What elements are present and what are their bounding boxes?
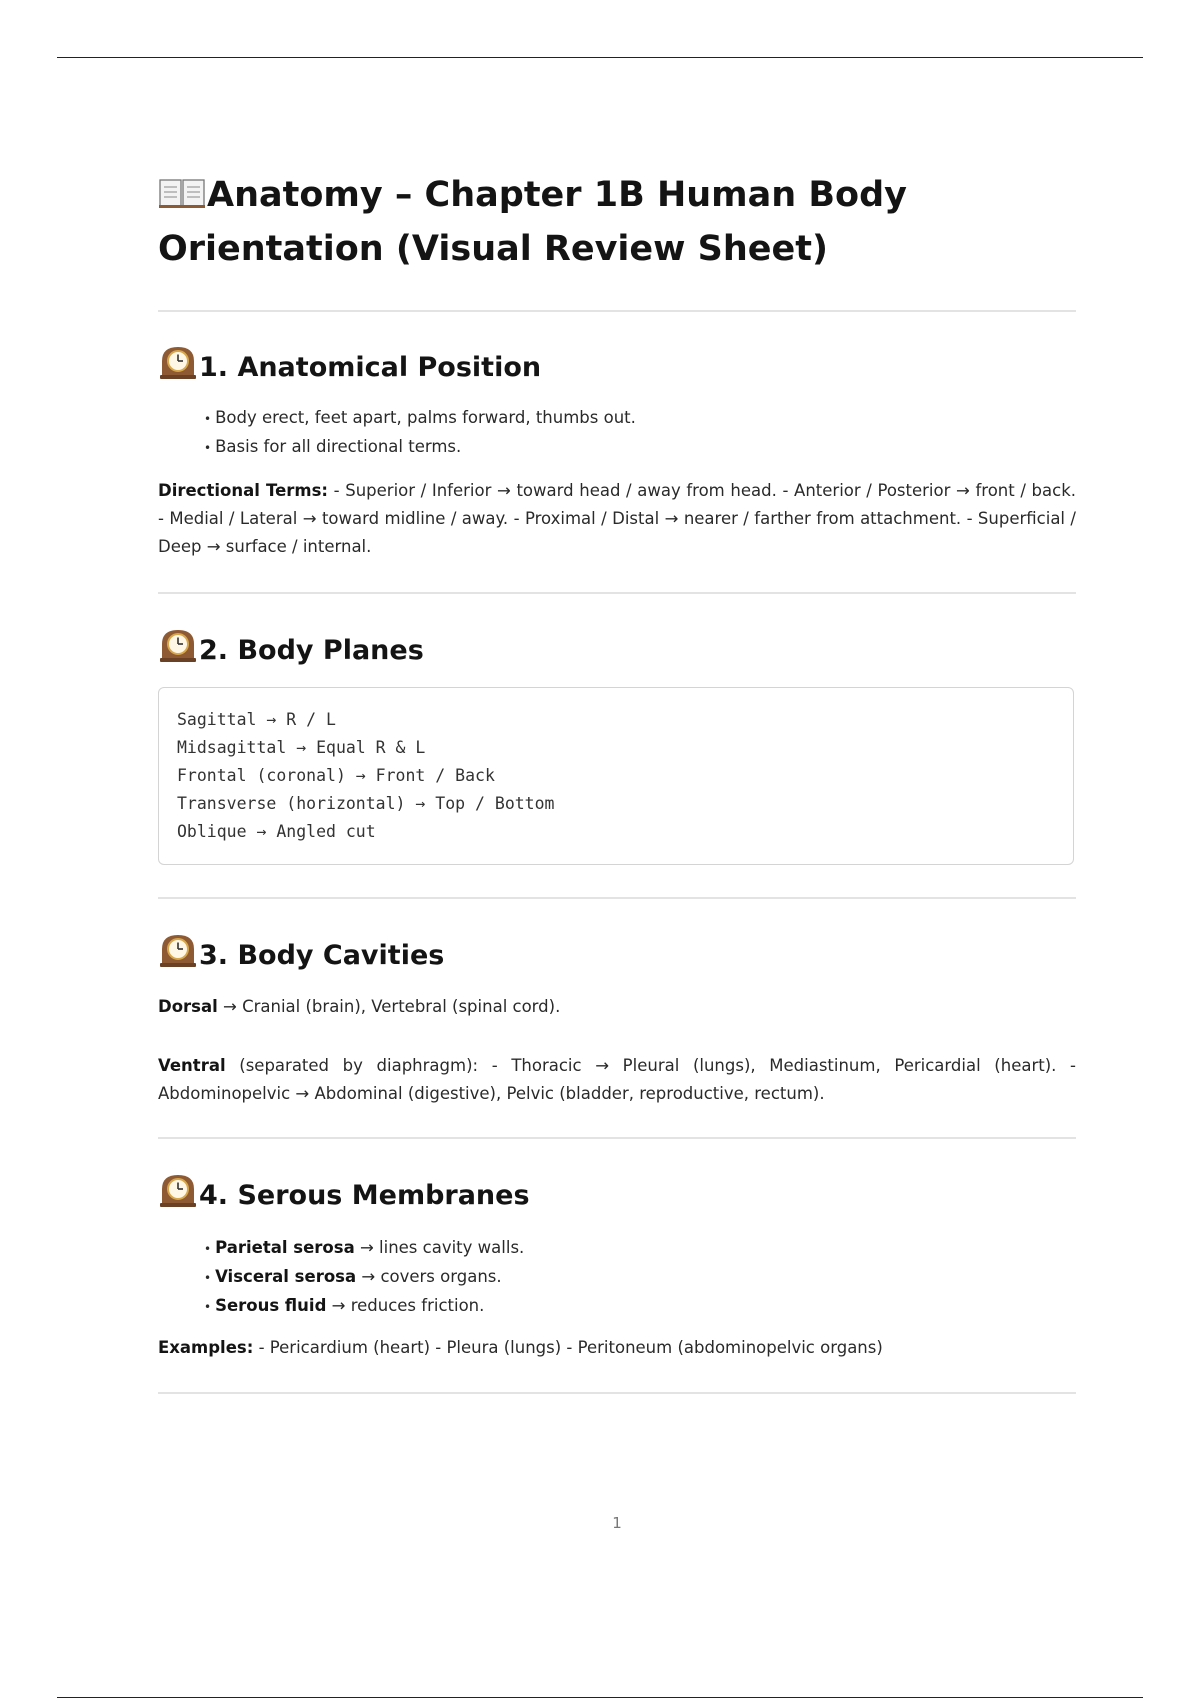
page-bottom-rule [57, 1697, 1143, 1698]
dorsal-paragraph [158, 993, 1076, 1021]
book-icon [158, 176, 206, 210]
section-heading-anatomical-position [158, 344, 541, 386]
list-item: • Visceral serosa → covers organs. [204, 1263, 524, 1292]
clock-icon [158, 627, 198, 663]
ventral-paragraph [158, 1052, 1076, 1108]
paragraph-label: Examples: [158, 1338, 254, 1357]
divider [158, 1392, 1076, 1394]
paragraph-text: → Cranial (brain), Vertebral (spinal cord). [217, 997, 561, 1016]
divider [158, 592, 1076, 594]
divider [158, 310, 1076, 312]
bullet-list [204, 1234, 524, 1321]
page-number: 1 [612, 1514, 622, 1532]
paragraph-text: (separated by diaphragm): - Thoracic → Pleural (lungs), Mediastinum, Pericardial (heart). - Abdominopelvic → Abdominal (digestive), Pelvic (bladder, reproductive, rectum). [158, 1056, 1076, 1103]
section-heading-body-planes [158, 627, 424, 669]
section-heading-body-cavities [158, 932, 444, 974]
divider [158, 1137, 1076, 1139]
examples-paragraph [158, 1334, 1076, 1362]
section-heading-text: 3. Body Cavities [199, 940, 445, 971]
document-title [158, 168, 1076, 276]
paragraph-label: Dorsal [158, 997, 218, 1016]
document-title-text: Anatomy – Chapter 1B Human Body Orientation (Visual Review Sheet) [158, 175, 907, 269]
code-line: Oblique → Angled cut [177, 822, 376, 841]
code-line: Transverse (horizontal) → Top / Bottom [177, 794, 555, 813]
divider [158, 897, 1076, 899]
clock-icon [158, 1172, 198, 1208]
paragraph-label: Directional Terms: [158, 481, 329, 500]
paragraph-label: Ventral [158, 1056, 226, 1075]
code-line: Sagittal → R / L [177, 710, 336, 729]
paragraph-text: - Superior / Inferior → toward head / away from head. - Anterior / Posterior → front / back. - Medial / Lateral → toward midline / away. - Proximal / Distal → nearer / farther from attachment. - Superficial / Deep → surface / internal. [158, 481, 1077, 556]
directional-terms-paragraph [158, 477, 1076, 561]
list-item: • Parietal serosa → lines cavity walls. [204, 1234, 524, 1263]
page-top-rule [57, 57, 1143, 58]
paragraph-text: - Pericardium (heart) - Pleura (lungs) - Peritoneum (abdominopelvic organs) [253, 1338, 883, 1357]
list-item: • Basis for all directional terms. [204, 433, 636, 462]
list-item: • Body erect, feet apart, palms forward, thumbs out. [204, 404, 636, 433]
section-heading-text: 1. Anatomical Position [199, 352, 542, 383]
clock-icon [158, 932, 198, 968]
section-heading-serous-membranes [158, 1172, 530, 1214]
clock-icon [158, 344, 198, 380]
code-line: Midsagittal → Equal R & L [177, 738, 426, 757]
section-heading-text: 4. Serous Membranes [199, 1180, 530, 1211]
section-heading-text: 2. Body Planes [199, 635, 424, 666]
body-planes-code-block [158, 687, 1074, 865]
code-line: Frontal (coronal) → Front / Back [177, 766, 495, 785]
list-item: • Serous fluid → reduces friction. [204, 1292, 524, 1321]
bullet-list [204, 404, 636, 462]
